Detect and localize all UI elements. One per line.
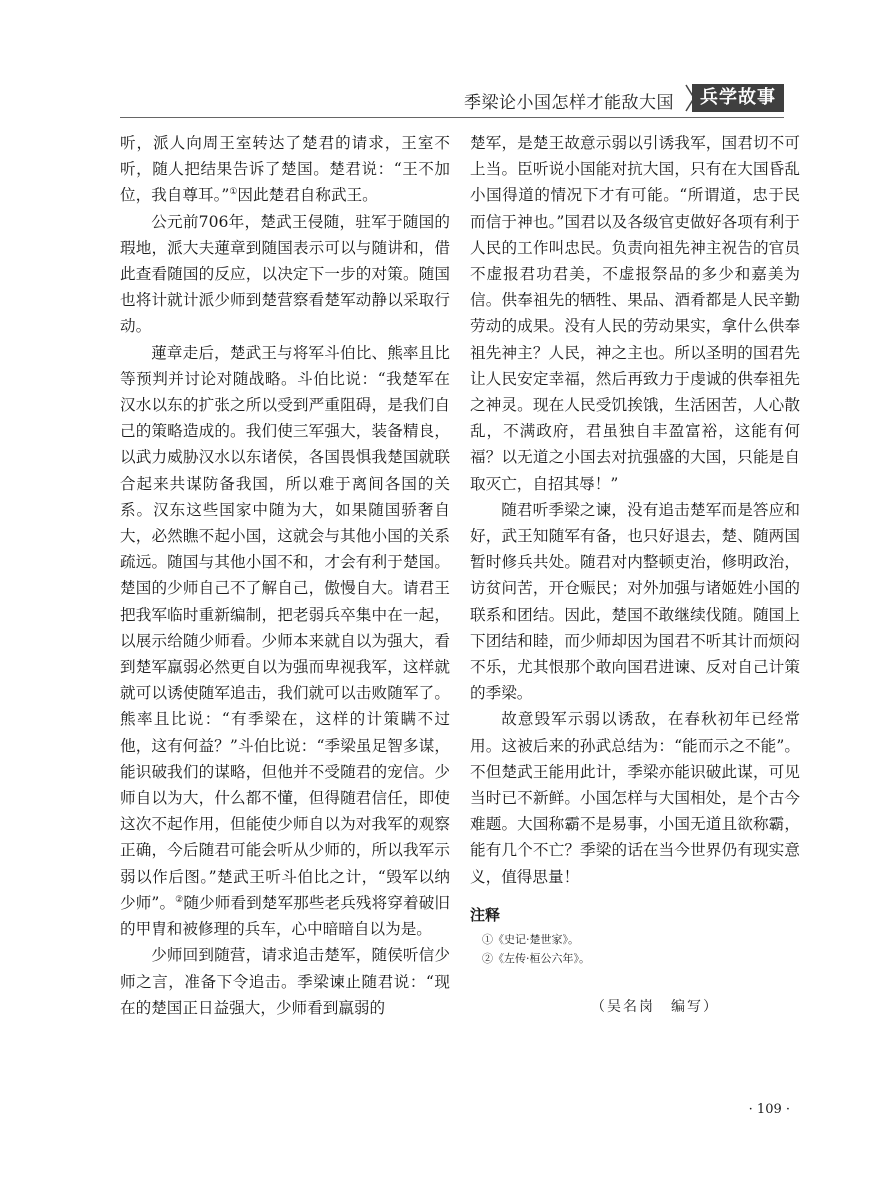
paragraph: 公元前706年，楚武王侵随，驻军于随国的瑕地，派大夫蓮章到随国表示可以与随讲和，借此查看随国的反应，以决定下一步的对策。随国也将计就计派少师到楚营察看楚军动静以采取行动。 — [120, 212, 450, 336]
footnote-ref: ① — [229, 187, 238, 198]
left-column — [120, 130, 450, 1021]
paragraph: 听，派人向周王室转达了楚君的请求，王室不听，随人把结果告诉了楚国。楚君说：“王不加位，我自尊耳。”①因此楚君自称武王。 — [120, 134, 450, 205]
section-badge: 兵学故事 — [692, 84, 784, 112]
page-number: · 109 · — [748, 1102, 790, 1117]
paragraph: 少师回到随营，请求追击楚军，随侯听信少师之言，准备下令追击。季梁谏止随君说：“现在的楚国正日益强大，少师看到羸弱的 — [120, 946, 450, 1017]
paragraph: 随君听季梁之谏，没有追击楚军而是答应和好，武王知随军有备，也只好退去，楚、随两国暂时修兵共处。随君对内整顿吏治，修明政治，访贫问苦，开仓赈民；对外加强与诸姬姓小国的联系和团结。因此，楚国不敢继续伐随。随国上下团结和睦，而少师却因为国君不听其计而烦闷不乐，尤其恨那个敢向国君进谏、反对自己计策的季梁。 — [470, 500, 800, 703]
article-title: 季梁论小国怎样才能敌大国 — [464, 93, 674, 113]
running-header — [120, 78, 784, 118]
note-item: ②《左传·桓公六年》。 — [482, 952, 590, 966]
paragraph: 蓮章走后，楚武王与将军斗伯比、熊率且比等预判并讨论对随战略。斗伯比说：“我楚军在汉水以东的扩张之所以受到严重阻碍，是我们自己的策略造成的。我们使三军强大，装备精良，以武力威胁汉水以东诸侯，各国畏惧我楚国就联合起来共谋防备我国，所以难于离间各国的关系。汉东这些国家中随为大，如果随国骄奢自大，必然瞧不起小国，这就会与其他小国的关系疏远。随国与其他小国不和，才会有利于楚国。楚国的少师自己不了解自己，傲慢自大。请君王把我军临时重新编制，把老弱兵卒集中在一起，以展示给随少师看。少师本来就自以为强大，看到楚军羸弱必然更自以为强而卑视我军，这样就就可以诱使随军追击，我们就可以击败随军了。熊率且比说：“有季梁在，这样的计策瞒不过他，这有何益？”斗伯比说：“季梁虽足智多谋，能识破我们的谋略，但他并不受随君的宠信。少师自以为大，什么都不懂，但得随君信任，即使这次不起作用，但能使少师自以为对我军的观察正确，今后随君可能会听从少师的，所以我军示弱以作后图。”楚武王听斗伯比之计，“毁军以纳少师”。②随少师看到楚军那些老兵残将穿着破旧的甲胄和被修理的兵车，心中暗暗自以为是。 — [120, 343, 450, 939]
notes-list — [470, 930, 800, 968]
header-rule — [120, 117, 784, 118]
footnote-ref: ② — [175, 894, 184, 905]
author-credit: （吴名岗 编写） — [591, 999, 719, 1016]
paragraph: 楚军，是楚王故意示弱以引诱我军，国君切不可上当。臣听说小国能对抗大国，只有在大国昏乱小国得道的情况下才有可能。“所谓道，忠于民而信于神也。”国君以及各级官吏做好各项有利于人民的工作叫忠民。负责向祖先神主祝告的官员不虚报君功君美，不虚报祭品的多少和嘉美为信。供奉祖先的牺牲、果品、酒肴都是人民辛勤劳动的成果。没有人民的劳动果实，拿什么供奉祖先神主？人民，神之主也。所以圣明的国君先让人民安定幸福，然后再致力于虔诚的供奉祖先之神灵。现在人民受饥挨饿，生活困苦，人心散乱，不满政府，君虽独自丰盈富裕，这能有何福？以无道之小国去对抗强盛的大国，只能是自取灭亡，自招其辱！” — [470, 134, 800, 493]
note-item: ①《史记·楚世家》。 — [482, 933, 579, 947]
right-column — [470, 130, 800, 1020]
paragraph: 故意毁军示弱以诱敌，在春秋初年已经常用。这被后来的孙武总结为：“能而示之不能”。不但楚武王能用此计，季梁亦能识破此谋，可见当时已不新鲜。小国怎样与大国相处，是个古今难题。大国称霸不是易事，小国无道且欲称霸，能有几个不亡？季梁的话在当今世界仍有现实意义，值得思量！ — [470, 710, 800, 886]
notes-heading: 注释 — [470, 905, 501, 924]
